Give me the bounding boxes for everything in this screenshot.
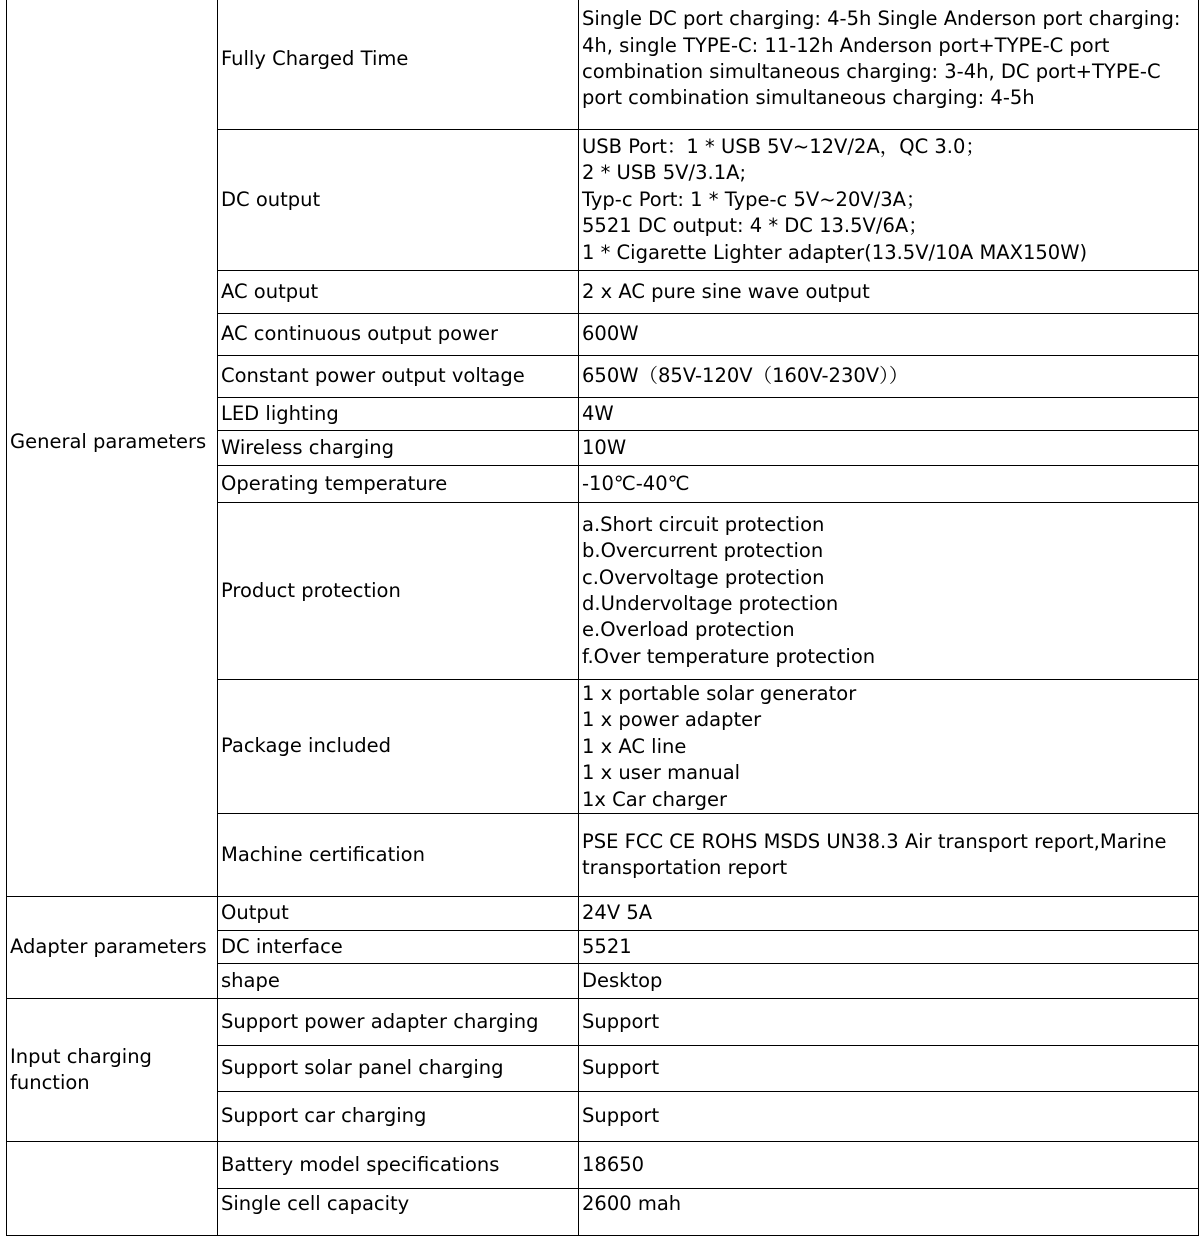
param-value: 18650 [579, 1142, 1199, 1189]
param-label: Single cell capacity [218, 1189, 579, 1236]
param-value: -10℃-40℃ [579, 466, 1199, 503]
param-value: 4W [579, 398, 1199, 431]
group-label-input: Input charging function [7, 999, 218, 1142]
table-row [7, 897, 1199, 931]
param-label: Package included [218, 680, 579, 814]
param-value: 600W [579, 314, 1199, 356]
value-line: 1 x AC line [582, 734, 687, 758]
param-label: AC output [218, 271, 579, 314]
param-value [579, 130, 1199, 271]
param-value: Support [579, 1046, 1199, 1092]
param-value [579, 680, 1199, 814]
group-label-adapter: Adapter parameters [7, 897, 218, 999]
param-value: 2600 mah [579, 1189, 1199, 1236]
param-value: 10W [579, 431, 1199, 466]
value-line: c.Overvoltage protection [582, 565, 825, 589]
param-label: Output [218, 897, 579, 931]
param-label: Operating temperature [218, 466, 579, 503]
value-line: USB Port：1 * USB 5V~12V/2A，QC 3.0； [582, 134, 985, 158]
value-line: 1 x portable solar generator [582, 682, 857, 705]
value-line: 2 * USB 5V/3.1A; [582, 161, 747, 185]
value-line: d.Undervoltage protection [582, 592, 839, 615]
param-label: AC continuous output power [218, 314, 579, 356]
group-label-general: General parameters [7, 0, 218, 897]
param-label: Support solar panel charging [218, 1046, 579, 1092]
value-line: b.Overcurrent protection [582, 539, 824, 563]
param-label: DC interface [218, 931, 579, 964]
value-line: e.Overload protection [582, 618, 795, 642]
param-label: Constant power output voltage [218, 356, 579, 398]
value-line: a.Short circuit protection [582, 512, 825, 536]
param-value: PSE FCC CE ROHS MSDS UN38.3 Air transport report,Marine transportation report [579, 814, 1199, 897]
param-value: Single DC port charging: 4-5h Single Anderson port charging: 4h, single TYPE-C: 11-12h Anderson port+TYPE-C port combination simultaneous charging: 3-4h, DC port+TYPE-C port combination simultaneous charging: 4-5h [579, 0, 1199, 130]
param-label: DC output [218, 130, 579, 271]
param-value [579, 503, 1199, 680]
value-line: Typ-c Port: 1 * Type-c 5V~20V/3A； [582, 187, 926, 211]
param-label: Product protection [218, 503, 579, 680]
param-label: LED lighting [218, 398, 579, 431]
param-value: Desktop [579, 964, 1199, 999]
param-label: shape [218, 964, 579, 999]
group-label-battery [7, 1142, 218, 1236]
value-line: f.Over temperature protection [582, 644, 876, 668]
param-value: 2 x AC pure sine wave output [579, 271, 1199, 314]
param-value: Support [579, 1092, 1199, 1142]
value-line: 5521 DC output: 4 * DC 13.5V/6A； [582, 214, 928, 238]
param-value: 24V 5A [579, 897, 1199, 931]
param-label: Support car charging [218, 1092, 579, 1142]
value-line: 1x Car charger [582, 787, 728, 811]
param-label: Support power adapter charging [218, 999, 579, 1046]
param-label: Fully Charged Time [218, 0, 579, 130]
value-line: 1 x user manual [582, 761, 741, 785]
value-line: 1 x power adapter [582, 708, 762, 732]
param-label: Wireless charging [218, 431, 579, 466]
param-value: 650W（85V-120V（160V-230V）） [579, 356, 1199, 398]
param-value: 5521 [579, 931, 1199, 964]
table-row [7, 0, 1199, 130]
spec-table [6, 0, 1199, 1236]
param-label: Battery model specifications [218, 1142, 579, 1189]
param-label: Machine certification [218, 814, 579, 897]
value-line: 1 * Cigarette Lighter adapter(13.5V/10A MAX150W) [582, 240, 1088, 264]
table-row [7, 1142, 1199, 1189]
table-row [7, 999, 1199, 1046]
param-value: Support [579, 999, 1199, 1046]
